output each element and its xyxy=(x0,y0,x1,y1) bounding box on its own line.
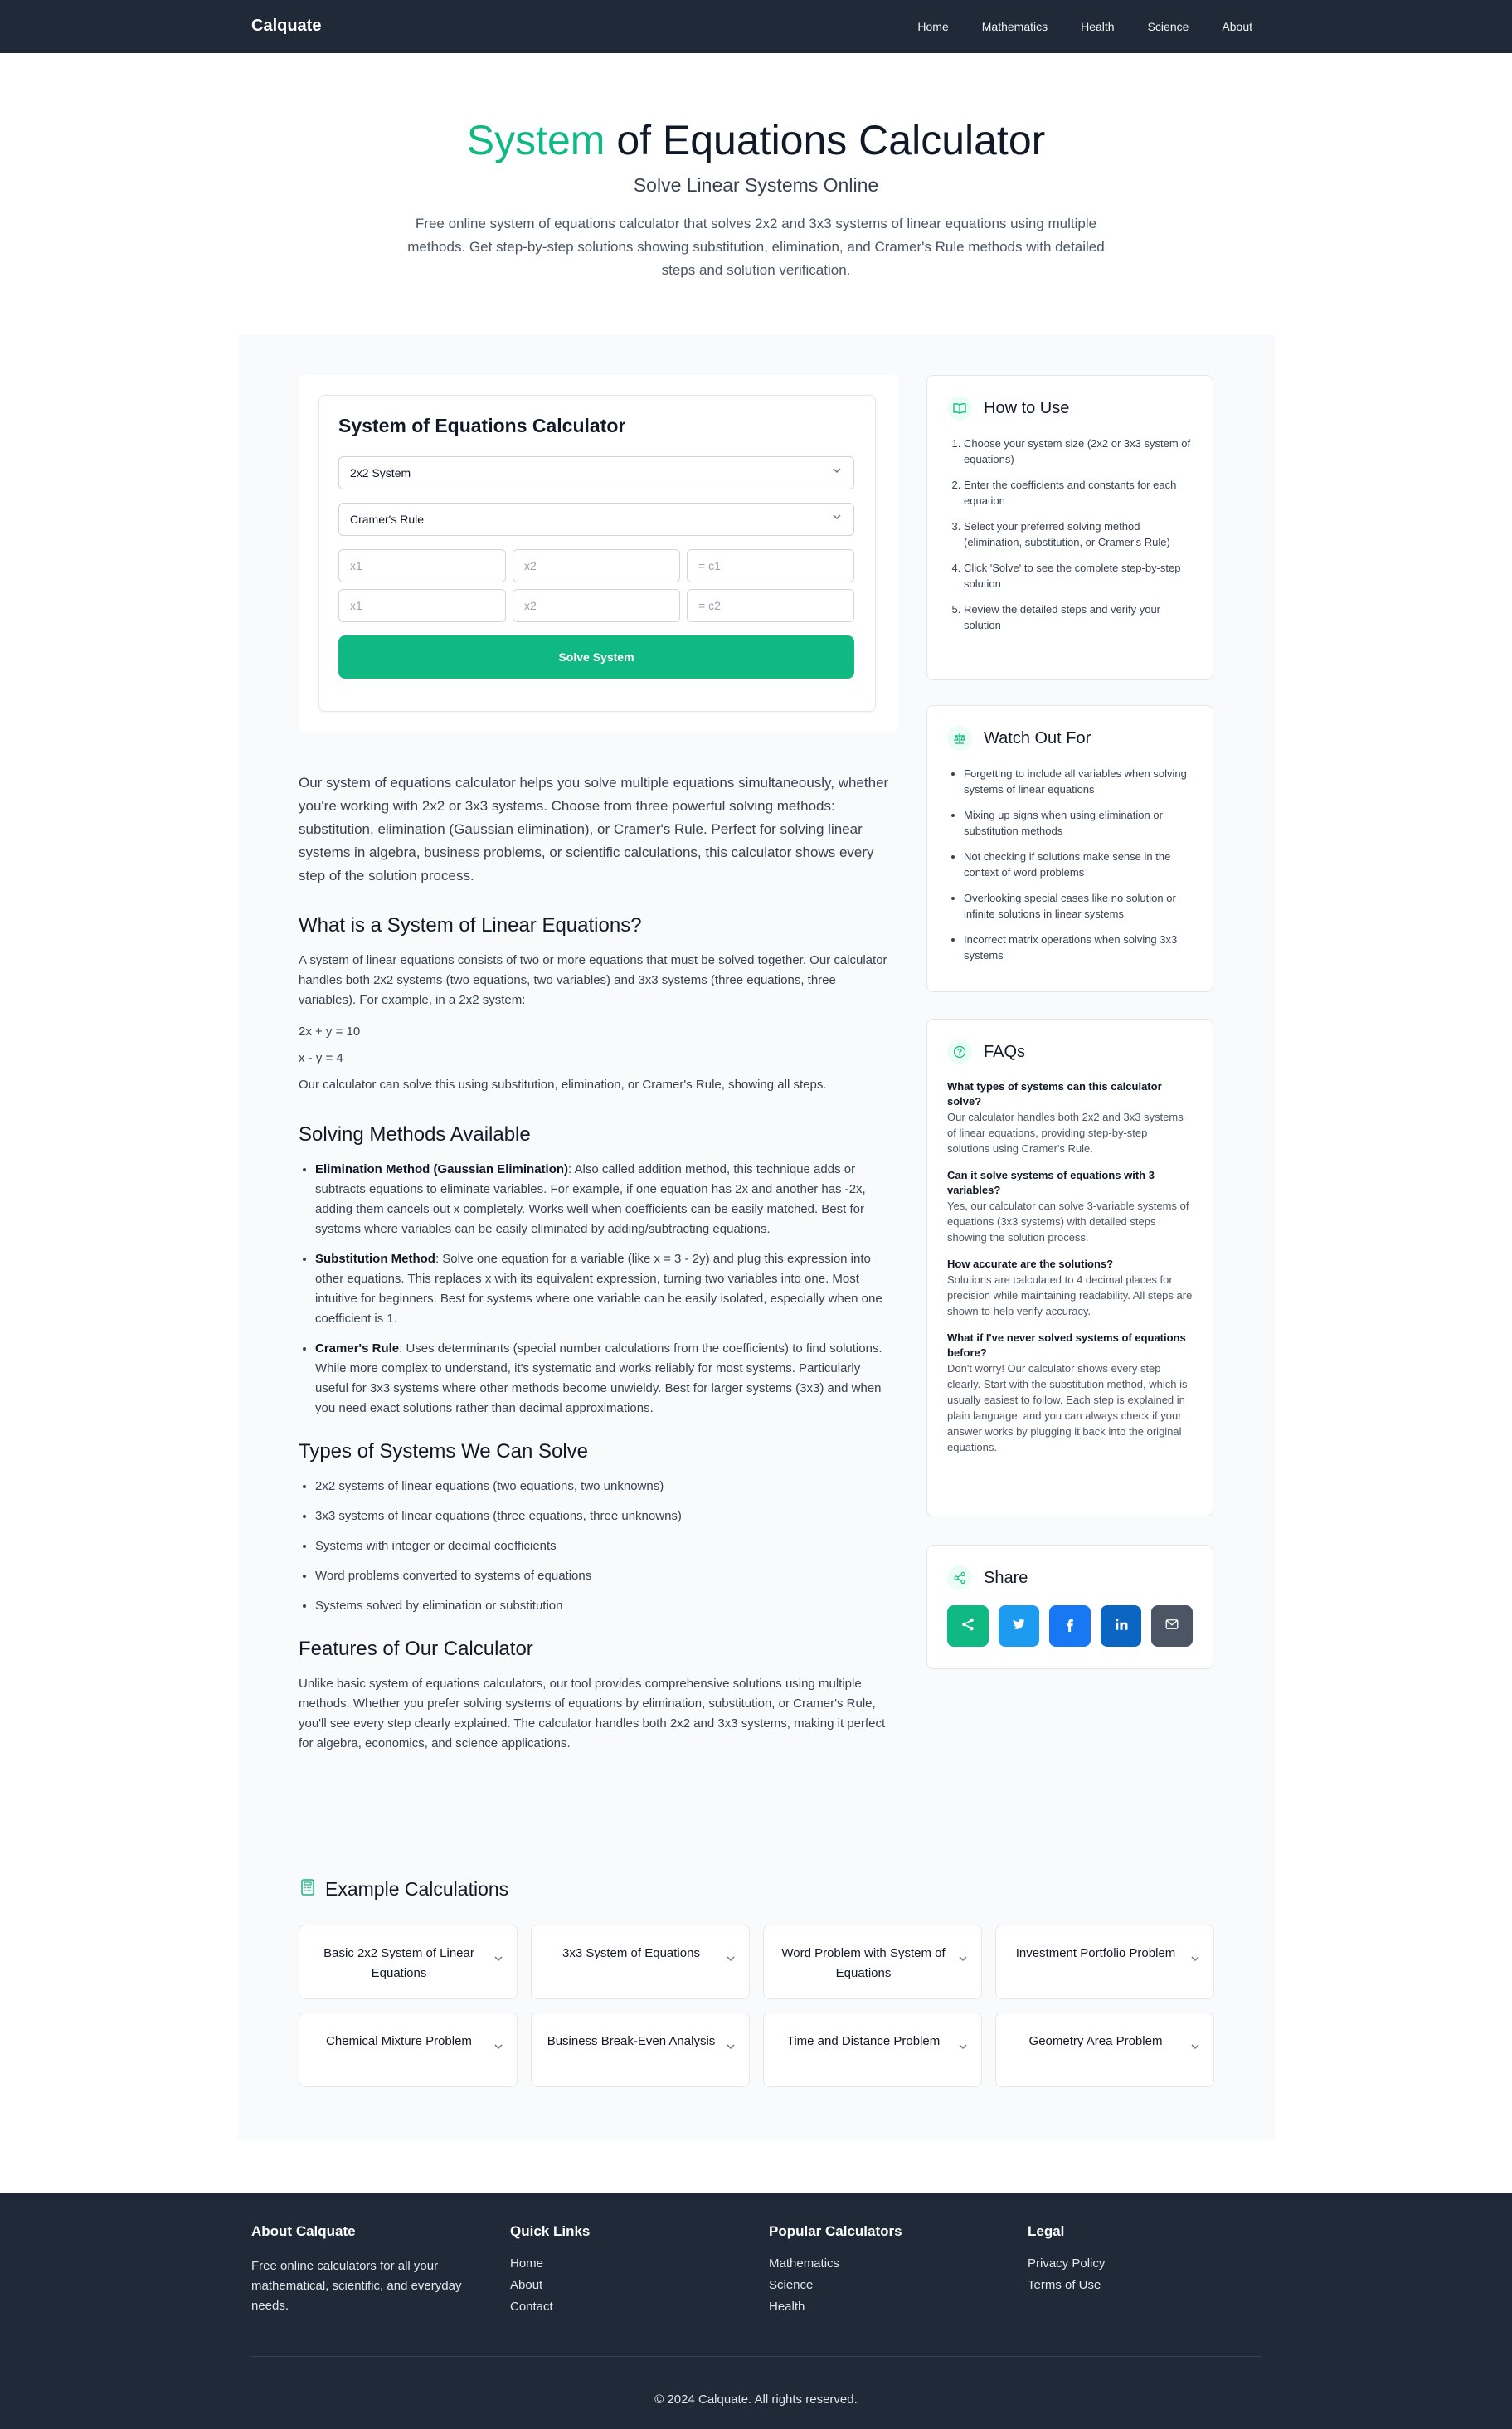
chevron-down-icon xyxy=(493,2042,503,2054)
watch-out-list xyxy=(947,766,1193,963)
faq-question: What types of systems can this calculator solve? xyxy=(947,1080,1162,1107)
footer-about-title: About Calquate xyxy=(251,2223,356,2239)
linkedin-share-button[interactable] xyxy=(1101,1605,1142,1647)
faq-question: What if I've never solved systems of equations before? xyxy=(947,1331,1186,1359)
example-equation-1: 2x + y = 10 xyxy=(299,1025,361,1039)
types-list xyxy=(299,1477,896,1616)
faq-item xyxy=(947,1168,1193,1245)
faq-item xyxy=(947,1331,1193,1455)
calculator-icon xyxy=(299,1878,317,1901)
linkedin-icon xyxy=(1114,1617,1129,1636)
nav-link-mathematics[interactable]: Mathematics xyxy=(981,20,1048,33)
nav-link-home[interactable]: Home xyxy=(917,20,949,33)
list-item: • Word problems converted to systems of equations xyxy=(315,1566,896,1586)
chevron-down-icon xyxy=(1190,1954,1200,1966)
example-card[interactable] xyxy=(995,1925,1214,1999)
solve-button[interactable]: Solve System xyxy=(338,635,854,679)
how-to-use-card xyxy=(926,375,1213,680)
list-item xyxy=(315,1160,896,1239)
example-label: Business Break-Even Analysis xyxy=(547,2034,716,2048)
footer-link-science[interactable]: Science xyxy=(769,2278,814,2292)
email-share-button[interactable] xyxy=(1151,1605,1193,1647)
twitter-share-button[interactable] xyxy=(999,1605,1040,1647)
example-card[interactable] xyxy=(763,2013,982,2087)
page-title-rest: of Equations Calculator xyxy=(605,117,1046,163)
page-subtitle: Solve Linear Systems Online xyxy=(633,174,879,196)
const-c1-input[interactable]: = c1 xyxy=(687,549,854,582)
footer-link-contact[interactable]: Contact xyxy=(510,2300,553,2314)
footer-about xyxy=(251,2223,484,2316)
footer-divider xyxy=(251,2356,1261,2357)
coef-x2-eq2-input[interactable]: x2 xyxy=(513,589,680,622)
method-text: : Uses determinants (special number calculations from the coefficients) to find solutions. While more complex to understand, it's systematic and works reliably for most systems. Particularly useful for 3x3 systems where other methods become unwieldy. Best for larger systems (3x3) and when you need exact solutions rather than decimal approximations. xyxy=(315,1341,882,1415)
chevron-down-icon xyxy=(1190,2042,1200,2054)
chevron-down-icon xyxy=(726,1954,736,1966)
example-card[interactable] xyxy=(763,1925,982,1999)
example-label: Basic 2x2 System of Linear Equations xyxy=(323,1946,474,1980)
method-name: Substitution Method xyxy=(315,1252,435,1266)
method-text: : Also called addition method, this technique adds or subtracts equations to eliminate variables. For example, if one equation has 2x and another has -2x, adding them cancels out x completely. Works well when coefficients can be easily matched. Best for systems where variables can be easily eliminated by adding/subtracting equations. xyxy=(315,1162,866,1236)
heading-what-is: What is a System of Linear Equations? xyxy=(299,914,642,937)
watch-out-card xyxy=(926,705,1213,992)
examples-header xyxy=(299,1878,508,1901)
example-equation-2: x - y = 4 xyxy=(299,1051,343,1065)
example-label: Geometry Area Problem xyxy=(1028,2034,1163,2048)
example-label: Chemical Mixture Problem xyxy=(326,2034,472,2048)
coef-x1-eq2-input[interactable]: x1 xyxy=(338,589,506,622)
nav-link-science[interactable]: Science xyxy=(1147,20,1189,33)
twitter-icon xyxy=(1011,1617,1026,1636)
faq-question: How accurate are the solutions? xyxy=(947,1258,1114,1270)
watch-out-title: Watch Out For xyxy=(984,728,1091,747)
list-item: • Overlooking special cases like no solution or infinite solutions in linear systems xyxy=(964,890,1193,922)
facebook-icon xyxy=(1062,1617,1077,1636)
faqs-header xyxy=(947,1039,1193,1064)
how-to-use-steps xyxy=(947,436,1193,633)
faq-item xyxy=(947,1079,1193,1156)
faq-answer: Yes, our calculator can solve 3-variable systems of equations (3x3 systems) with detailed steps showing the solution process. xyxy=(947,1200,1189,1244)
share-header xyxy=(947,1565,1193,1590)
nav-link-health[interactable]: Health xyxy=(1081,20,1115,33)
faqs-title: FAQs xyxy=(984,1042,1026,1061)
question-circle-icon xyxy=(947,1039,972,1064)
list-item: • Systems solved by elimination or substitution xyxy=(315,1596,896,1616)
how-to-use-title: How to Use xyxy=(984,398,1070,417)
chevron-down-icon xyxy=(832,465,842,478)
faqs-card xyxy=(926,1019,1213,1516)
heading-methods: Solving Methods Available xyxy=(299,1123,531,1146)
method-name: Cramer's Rule xyxy=(315,1341,400,1356)
share-icon xyxy=(960,1617,975,1636)
example-card[interactable] xyxy=(299,2013,518,2087)
copyright: © 2024 Calquate. All rights reserved. xyxy=(654,2392,858,2407)
book-icon xyxy=(947,396,972,421)
method-select[interactable] xyxy=(338,503,854,536)
share-title: Share xyxy=(984,1568,1028,1587)
hero xyxy=(0,53,1512,335)
list-item: • Incorrect matrix operations when solving 3x3 systems xyxy=(964,932,1193,963)
method-text: : Solve one equation for a variable (like x = 3 - 2y) and plug this expression into other equations. This replaces x with its equivalent expression, turning two variables into one. Most intuitive for beginners. Best for systems where one variable can be easily isolated, especially when one coefficient is 1. xyxy=(315,1252,882,1326)
footer-about-text: Free online calculators for all your mathematical, scientific, and everyday needs. xyxy=(251,2259,462,2313)
calculator-title: System of Equations Calculator xyxy=(338,415,626,436)
footer-legal-title: Legal xyxy=(1028,2223,1065,2239)
list-item: 1. Choose your system size (2x2 or 3x3 system of equations) xyxy=(964,436,1193,467)
example-label: Investment Portfolio Problem xyxy=(1015,1946,1176,1960)
footer-link-about[interactable]: About xyxy=(510,2278,543,2292)
list-item xyxy=(315,1339,896,1419)
list-item: 5. Review the detailed steps and verify your solution xyxy=(964,601,1193,633)
heading-types: Types of Systems We Can Solve xyxy=(299,1440,589,1463)
top-nav xyxy=(0,0,1512,53)
share-button[interactable] xyxy=(947,1605,989,1647)
heading-features: Features of Our Calculator xyxy=(299,1638,533,1660)
list-item: • Forgetting to include all variables when solving systems of linear equations xyxy=(964,766,1193,797)
footer-link-mathematics[interactable]: Mathematics xyxy=(769,2256,840,2271)
footer xyxy=(0,2193,1512,2429)
faq-answer: Don't worry! Our calculator shows every step clearly. Start with the substitution method, which is usually easiest to follow. Each step is explained in plain language, and you can always check if your answer works by plugging it back into the original equations. xyxy=(947,1362,1188,1453)
footer-legal xyxy=(1028,2223,1260,2300)
how-to-use-header xyxy=(947,396,1193,421)
footer-popular xyxy=(769,2223,1001,2321)
example-card[interactable] xyxy=(299,1925,518,1999)
article xyxy=(299,772,896,1762)
article-intro: Our system of equations calculator helps you solve multiple equations simultaneously, whether you're working with 2x2 or 3x3 systems. Choose from three powerful solving methods: substitution, elimination (Gaussian elimination), or Cramer's Rule. Perfect for solving linear systems in algebra, business problems, or scientific calculations, this calculator shows every step of the solution process. xyxy=(299,775,889,883)
footer-quick-title: Quick Links xyxy=(510,2223,591,2239)
footer-link-home[interactable]: Home xyxy=(510,2256,544,2271)
list-item: 4. Click 'Solve' to see the complete step-by-step solution xyxy=(964,560,1193,591)
what-is-paragraph-2: Our calculator can solve this using substitution, elimination, or Cramer's Rule, showing all steps. xyxy=(299,1078,827,1092)
faq-question: Can it solve systems of equations with 3 variables? xyxy=(947,1169,1155,1196)
system-size-select[interactable] xyxy=(338,456,854,489)
brand-logo[interactable]: Calquate xyxy=(251,17,322,35)
page-description: Free online system of equations calculator that solves 2x2 and 3x3 systems of linear equations using multiple methods. Get step-by-step solutions showing substitution, elimination, and Cramer's Rule methods with detailed steps and solution verification. xyxy=(407,216,1105,278)
footer-link-terms[interactable]: Terms of Use xyxy=(1028,2278,1101,2292)
chevron-down-icon xyxy=(958,2042,968,2054)
share-buttons xyxy=(947,1605,1193,1647)
watch-out-header xyxy=(947,726,1193,751)
nav-links xyxy=(884,20,1252,33)
list-item: • Not checking if solutions make sense in the context of word problems xyxy=(964,849,1193,880)
what-is-paragraph: A system of linear equations consists of two or more equations that must be solved together. Our calculator handles both 2x2 systems (two equations, two variables) and 3x3 systems (three equations, three variables). For example, in a 2x2 system: xyxy=(299,953,887,1007)
chevron-down-icon xyxy=(958,1954,968,1966)
envelope-icon xyxy=(1164,1617,1179,1636)
chevron-down-icon xyxy=(493,1954,503,1966)
faq-answer: Our calculator handles both 2x2 and 3x3 systems of linear equations, providing step-by-step solutions using Cramer's Rule. xyxy=(947,1111,1184,1155)
list-item: 2. Enter the coefficients and constants for each equation xyxy=(964,477,1193,509)
page-title xyxy=(0,116,1512,164)
footer-popular-title: Popular Calculators xyxy=(769,2223,902,2239)
faq-item xyxy=(947,1257,1193,1319)
method-name: Elimination Method (Gaussian Elimination) xyxy=(315,1162,569,1176)
chevron-down-icon xyxy=(832,512,842,524)
footer-link-privacy[interactable]: Privacy Policy xyxy=(1028,2256,1106,2271)
features-paragraph: Unlike basic system of equations calculators, our tool provides comprehensive solutions using multiple methods. Whether you prefer solving systems of equations by elimination, substitution, or Cramer's Rule, you'll see every step clearly explained. The calculator handles both 2x2 and 3x3 systems, making it perfect for algebra, economics, and science applications. xyxy=(299,1677,886,1750)
list-item: • Mixing up signs when using elimination or substitution methods xyxy=(964,807,1193,839)
share-card xyxy=(926,1545,1213,1669)
example-label: Word Problem with System of Equations xyxy=(781,1946,946,1980)
scale-icon xyxy=(947,726,972,751)
coef-x2-eq1-input[interactable]: x2 xyxy=(513,549,680,582)
examples-title: Example Calculations xyxy=(325,1878,509,1900)
list-item: • 2x2 systems of linear equations (two equations, two unknowns) xyxy=(315,1477,896,1497)
footer-link-health[interactable]: Health xyxy=(769,2300,805,2314)
const-c2-input[interactable]: = c2 xyxy=(687,589,854,622)
system-size-value: 2x2 System xyxy=(350,466,411,479)
method-value: Cramer's Rule xyxy=(350,513,425,526)
example-label: Time and Distance Problem xyxy=(786,2034,941,2048)
list-item: 3. Select your preferred solving method (elimination, substitution, or Cramer's Rule) xyxy=(964,518,1193,550)
example-label: 3x3 System of Equations xyxy=(562,1946,700,1960)
list-item xyxy=(315,1249,896,1329)
nav-link-about[interactable]: About xyxy=(1222,20,1252,33)
footer-quick-links xyxy=(510,2223,742,2321)
facebook-share-button[interactable] xyxy=(1049,1605,1091,1647)
coef-x1-eq1-input[interactable]: x1 xyxy=(338,549,506,582)
example-card[interactable] xyxy=(531,1925,750,1999)
list-item: • 3x3 systems of linear equations (three equations, three unknowns) xyxy=(315,1507,896,1526)
list-item: • Systems with integer or decimal coefficients xyxy=(315,1536,896,1556)
methods-list xyxy=(299,1160,896,1419)
example-card[interactable] xyxy=(995,2013,1214,2087)
chevron-down-icon xyxy=(726,2042,736,2054)
faq-answer: Solutions are calculated to 4 decimal places for precision while maintaining readability. All steps are shown to help verify accuracy. xyxy=(947,1273,1193,1317)
example-card[interactable] xyxy=(531,2013,750,2087)
share-nodes-icon xyxy=(947,1565,972,1590)
page-title-accent: System xyxy=(466,117,605,163)
